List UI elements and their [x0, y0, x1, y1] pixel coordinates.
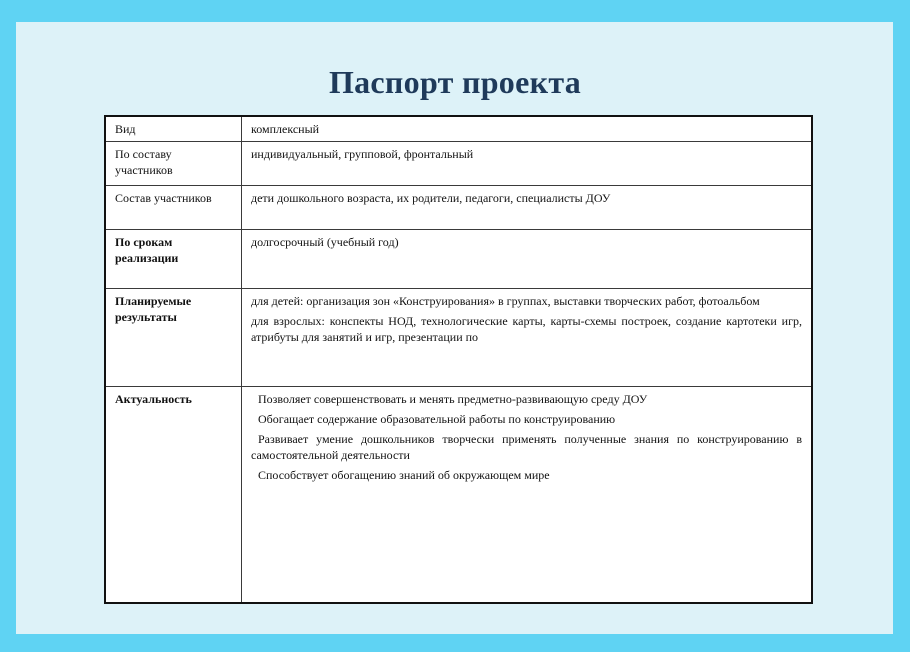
table-row-type [105, 116, 812, 142]
row-label-planned-results: Планируемые результаты [105, 289, 242, 387]
row-value-relevance [242, 387, 813, 603]
row-value-planned-results [242, 289, 813, 387]
table-row-planned-results [105, 289, 812, 387]
row-label-participants: Состав участников [105, 186, 242, 230]
row-label-relevance: Актуальность [105, 387, 242, 603]
row-value-type: комплексный [242, 116, 813, 142]
project-passport-table [104, 115, 813, 604]
relevance-item: Позволяет совершенствовать и менять предметно-развивающую среду ДОУ [258, 392, 648, 406]
table-row-relevance [105, 387, 812, 603]
relevance-item: Развивает умение дошкольников творчески применять полученные знания по конструированию в самостоятельной деятельности [251, 432, 802, 462]
row-value-participants-composition: индивидуальный, групповой, фронтальный [242, 142, 813, 186]
row-label-type: Вид [105, 116, 242, 142]
relevance-item: Обогащает содержание образовательной работы по конструированию [258, 412, 616, 426]
row-label-participants-composition: По составу участников [105, 142, 242, 186]
row-label-duration: По срокам реализации [105, 230, 242, 289]
page-title: Паспорт проекта [328, 64, 582, 100]
planned-results-adults: для взрослых: конспекты НОД, технологические карты, карты-схемы построек, создание картотеки игр, атрибуты для занятий и игр, презентации по [251, 314, 802, 344]
table-row-duration [105, 230, 812, 289]
planned-results-children: для детей: организация зон «Конструирования» в группах, выставки творческих работ, фотоальбом [251, 294, 760, 308]
row-value-participants: дети дошкольного возраста, их родители, педагоги, специалисты ДОУ [242, 186, 813, 230]
table-row-participants [105, 186, 812, 230]
row-value-duration: долгосрочный (учебный год) [242, 230, 813, 289]
relevance-item: Способствует обогащению знаний об окружающем мире [258, 468, 550, 482]
table-row-participants-composition [105, 142, 812, 186]
